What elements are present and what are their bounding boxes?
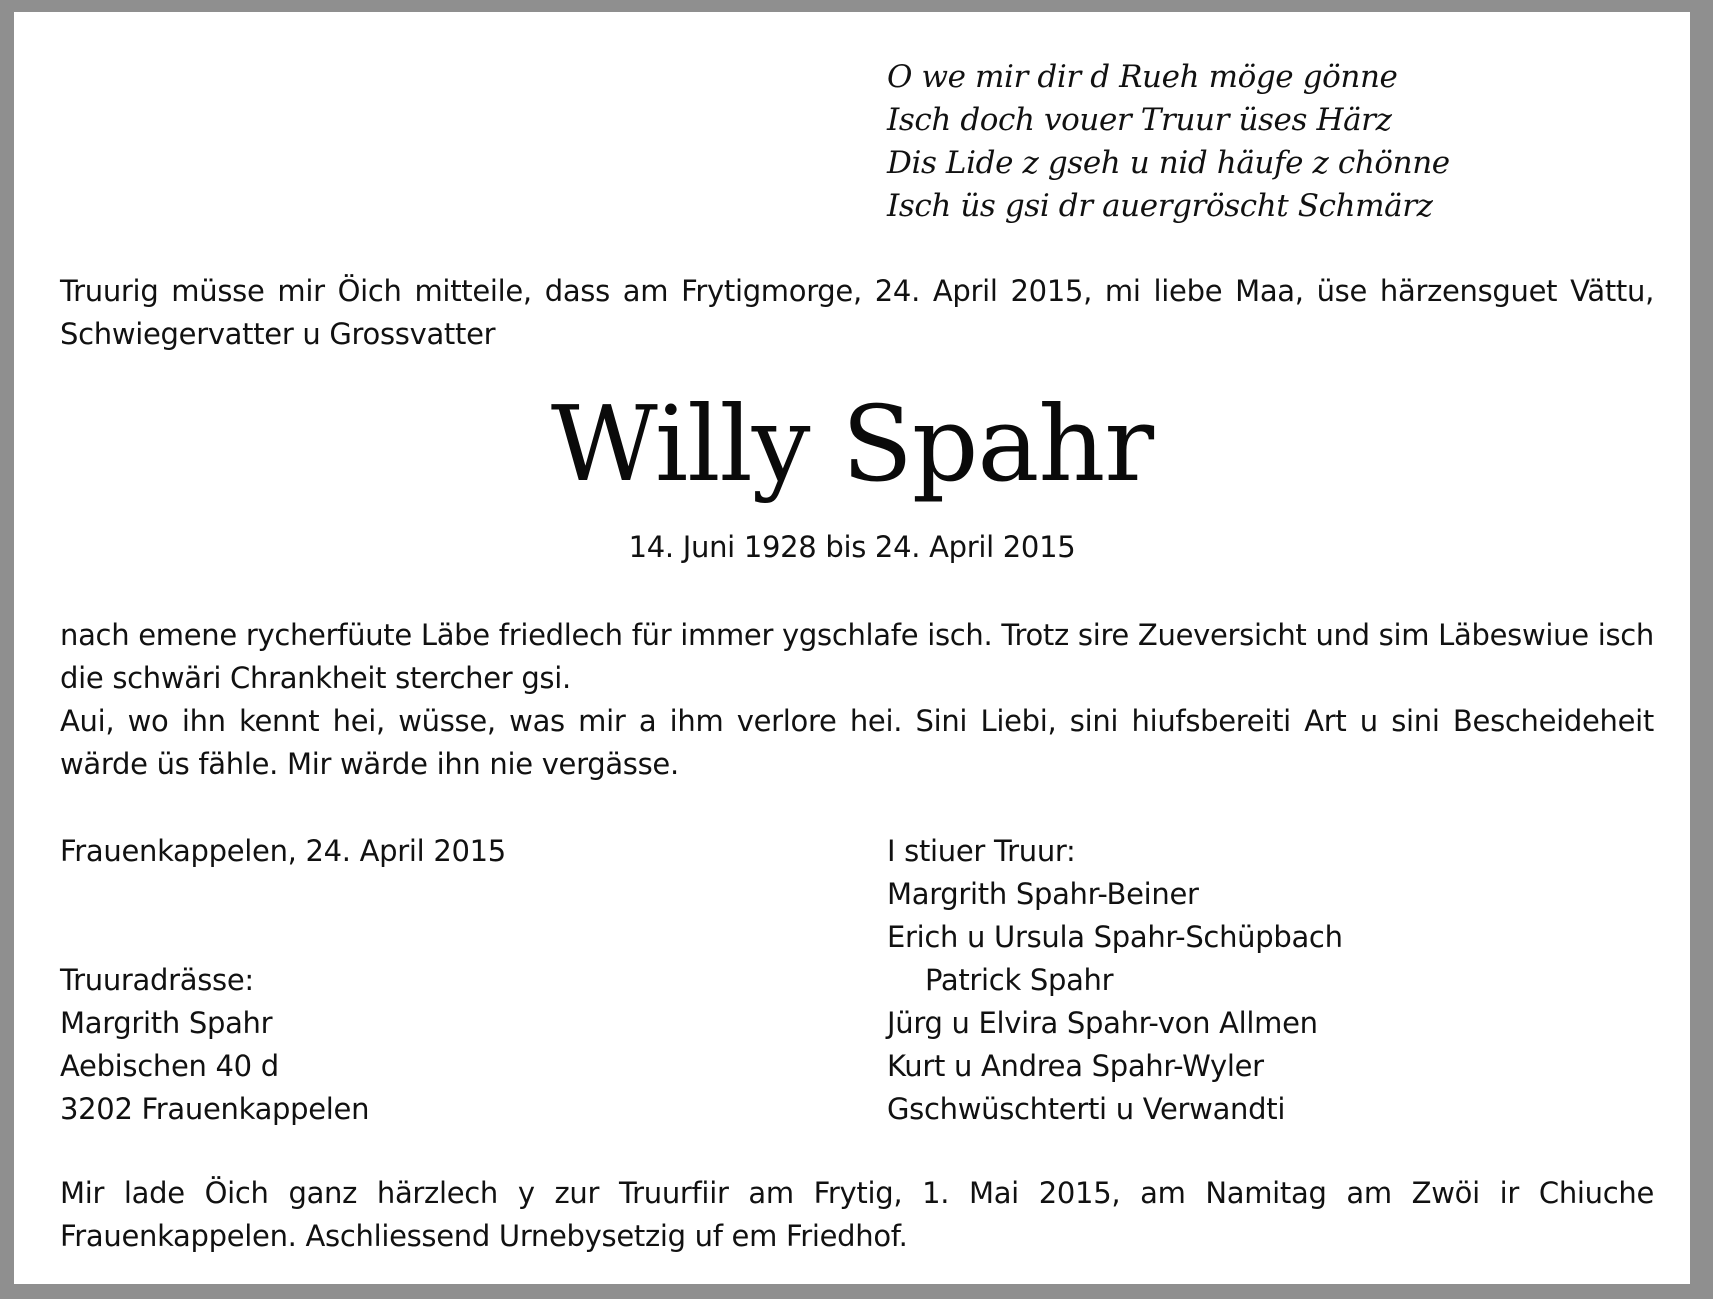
mourners-column [887,830,1343,1131]
body-line: wärde üs fähle. Mir wärde ihn nie vergässe. [60,747,679,781]
address-street: Aebischen 40 d [60,1049,279,1083]
deceased-name: Willy Spahr [550,383,1154,505]
mourner-name: Margrith Spahr-Beiner [887,877,1199,911]
body-line: Aui, wo ihn kennt hei, wüsse, was mir a ihm verlore hei. Sini Liebi, sini hiufsbereiti Art u sini Bescheideheit [60,704,1654,738]
poem-line: Dis Lide z gseh u nid häufe z chönne [887,145,1450,181]
closing-paragraph [60,1172,1654,1258]
body-paragraph [60,614,1654,786]
closing-line: Mir lade Öich ganz härzlech y zur Truurfiir am Frytig, 1. Mai 2015, am Namitag am Zwöi ir Chiuche [60,1176,1654,1210]
body-line: die schwäri Chrankheit stercher gsi. [60,661,571,695]
address-city: 3202 Frauenkappelen [60,1092,370,1126]
mourner-name: Kurt u Andrea Spahr-Wyler [887,1049,1264,1083]
mourner-name: Jürg u Elvira Spahr-von Allmen [887,1006,1318,1040]
spacer [60,873,506,959]
poem-line: Isch doch vouer Truur üses Härz [887,102,1392,138]
intro-line: Schwiegervatter u Grossvatter [60,317,496,351]
address-column [60,830,506,1131]
poem [887,56,1450,228]
mourner-name: Erich u Ursula Spahr-Schüpbach [887,920,1343,954]
closing-line: Frauenkappelen. Aschliessend Urnebysetzig uf em Friedhof. [60,1219,908,1253]
intro-line: Truurig müsse mir Öich mitteile, dass am Frytigmorge, 24. April 2015, mi liebe Maa, üse härzensguet Vättu, [60,274,1654,308]
life-dates: 14. Juni 1928 bis 24. April 2015 [628,530,1076,564]
poem-line: O we mir dir d Rueh möge gönne [887,59,1398,95]
address-label: Truuradrässe: [60,963,254,997]
place-date: Frauenkappelen, 24. April 2015 [60,834,506,868]
body-line: nach emene rycherfüute Läbe friedlech für immer ygschlafe isch. Trotz sire Zueversicht und sim Läbeswiue isch [60,618,1654,652]
address-name: Margrith Spahr [60,1006,273,1040]
poem-line: Isch üs gsi dr auergröscht Schmärz [887,188,1433,224]
mourners-label: I stiuer Truur: [887,834,1076,868]
obituary-page [14,12,1690,1284]
mourner-name: Gschwüschterti u Verwandti [887,1092,1286,1126]
intro-paragraph [60,270,1654,356]
mourner-name: Patrick Spahr [925,963,1114,997]
